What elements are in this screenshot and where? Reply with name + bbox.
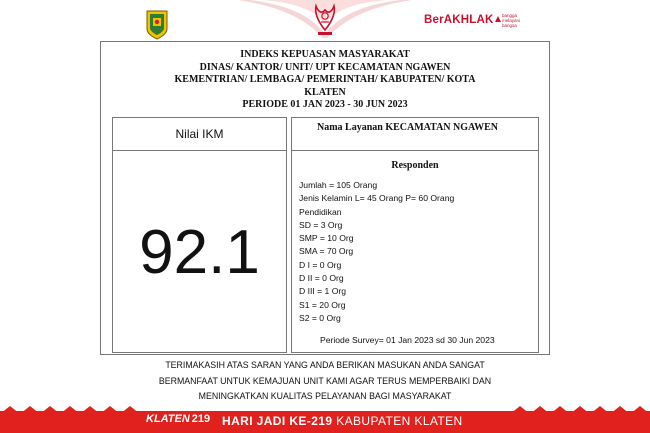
hari-jadi-bold: HARI JADI KE-219 xyxy=(222,414,333,428)
hari-jadi-rest: KABUPATEN KLATEN xyxy=(336,414,463,428)
header-line-4: KLATEN xyxy=(304,86,346,98)
respondents-title: Responden xyxy=(391,160,439,171)
list-item: Pendidikan xyxy=(299,206,342,217)
respondents-list xyxy=(299,179,454,325)
ikm-document xyxy=(100,41,550,401)
list-item: D II = 0 Org xyxy=(299,273,344,284)
thank-you-message xyxy=(101,358,549,405)
ikm-value: 92.1 xyxy=(139,218,260,287)
list-item: S2 = 0 Org xyxy=(299,312,341,323)
survey-period: Periode Survey= 01 Jan 2023 sd 30 Jun 2023 xyxy=(320,335,495,345)
klaten-word: KLATEN xyxy=(146,413,190,425)
tagline-1: bangga xyxy=(502,13,518,18)
berakhlak-word: BerAKHLAK xyxy=(424,14,494,26)
thanks-line-1: TERIMAKASIH ATAS SARAN YANG ANDA BERIKAN MASUKAN ANDA SANGAT xyxy=(165,360,485,370)
hari-jadi-logo xyxy=(238,0,412,40)
berakhlak-logo xyxy=(424,12,534,32)
hari-jadi-text xyxy=(222,414,463,428)
tagline-3: bangsa xyxy=(502,23,517,28)
ikm-label: Nilai IKM xyxy=(113,118,286,151)
thanks-line-3: MENINGKATKAN KUALITAS PELAYANAN BAGI MASYARAKAT xyxy=(198,391,452,401)
berakhlak-tagline xyxy=(502,13,520,28)
list-item: S1 = 20 Org xyxy=(299,299,346,310)
list-item: SMA = 70 Org xyxy=(299,246,354,257)
list-item: D III = 1 Org xyxy=(299,286,347,297)
header-line-3: KEMENTRIAN/ LEMBAGA/ PEMERINTAH/ KABUPATEN/ KOTA xyxy=(174,74,476,85)
list-item: D I = 0 Org xyxy=(299,259,342,270)
list-item: Jenis Kelamin L= 45 Orang P= 60 Orang xyxy=(299,193,455,204)
klaten-number: 219 xyxy=(191,413,211,425)
berakhlak-mark-icon xyxy=(494,15,502,23)
thanks-line-2: BERMANFAAT UNTUK KEMAJUAN UNIT KAMI AGAR TERUS MEMPERBAIKI DAN xyxy=(158,375,492,386)
header-line-2: DINAS/ KANTOR/ UNIT/ UPT KECAMATAN NGAWEN xyxy=(199,61,451,73)
header-line-1: INDEKS KEPUASAN MASYARAKAT xyxy=(240,49,410,60)
document-header xyxy=(101,49,549,112)
ikm-score-box xyxy=(112,117,287,353)
tagline-2: melayani xyxy=(502,18,521,23)
header-period: PERIODE 01 JAN 2023 - 30 JUN 2023 xyxy=(242,99,408,110)
klaten-219-logo xyxy=(146,413,210,425)
service-name: Nama Layanan KECAMATAN NGAWEN xyxy=(292,118,538,151)
service-box xyxy=(291,117,539,353)
list-item: Jumlah = 105 Orang xyxy=(299,180,378,190)
kabupaten-emblem-icon xyxy=(141,9,173,41)
list-item: SMP = 10 Org xyxy=(299,233,354,244)
list-item: SD = 3 Org xyxy=(299,219,343,230)
